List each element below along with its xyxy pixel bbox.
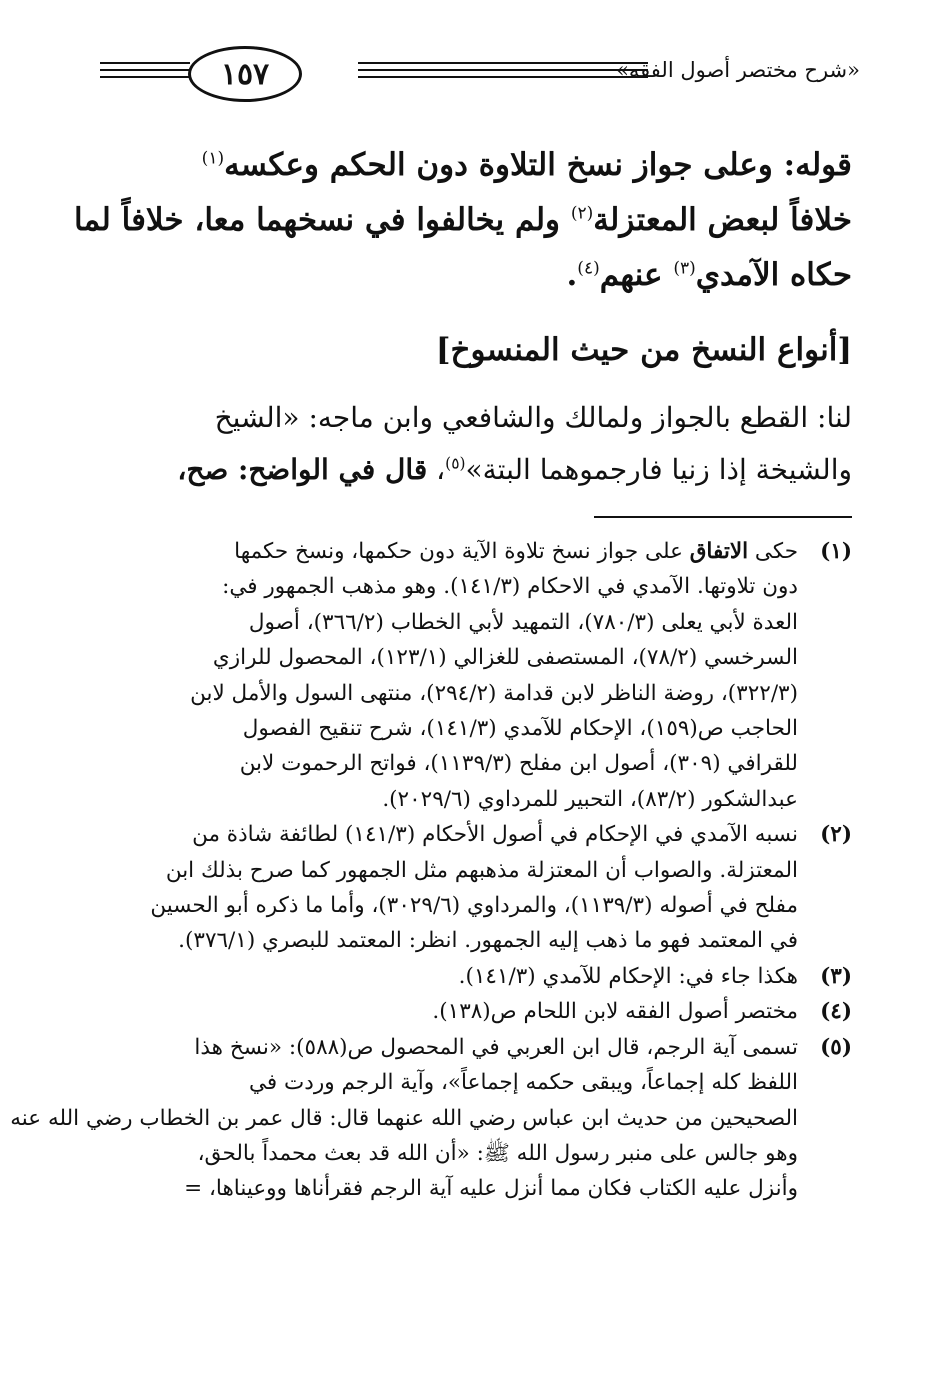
footnote-line: في المعتمد فهو ما ذهب إليه الجمهور. انظر: المعتمد للبصري (٣٧٦/١).	[178, 928, 798, 954]
page-number	[188, 46, 302, 102]
quote-block	[74, 138, 852, 303]
body-line-1: لنا: القطع بالجواز ولمالك والشافعي وابن ماجه: «الشيخ	[214, 401, 852, 434]
quote-line-1	[102, 138, 852, 193]
footnote-line: مفلح في أصوله (١١٣٩/٣)، والمرداوي (٣٠٢٩/٦)، وأما ما ذكره أبو الحسين	[150, 893, 798, 919]
footnote-line: المعتزلة. والصواب أن المعتزلة مذهبهم مثل الجمهور كما صرح بذلك ابن	[165, 857, 798, 883]
page-header	[100, 40, 860, 110]
footnote-4	[100, 994, 852, 1029]
footnote-line: دون تلاوتها. الآمدي في الاحكام (١٤١/٣). وهو مذهب الجمهور في:	[222, 574, 798, 600]
footnote-number: (٣)	[820, 963, 852, 989]
footnote-strong: الاتفاق	[689, 539, 749, 564]
section-heading: [أنواع النسخ من حيث المنسوخ]	[435, 332, 852, 368]
quote-text: حكاه الآمدي	[695, 257, 852, 293]
running-title: «شرح مختصر أصول الفقه»	[616, 58, 860, 82]
body-text-part: ،	[427, 453, 446, 486]
footnote-text: على جواز نسخ تلاوة الآية دون حكمها، ونسخ حكمها	[234, 539, 690, 564]
footnote-line: (٣٢٢/٣)، روضة الناظر لابن قدامة (٢٩٤/٢)، منتهى السول والأمل لابن	[190, 680, 798, 706]
footnote-2	[100, 817, 852, 959]
footnote-line: مختصر أصول الفقه لابن اللحام ص(١٣٨).	[432, 999, 798, 1025]
footnote-number: (٢)	[820, 822, 852, 848]
header-rule	[100, 62, 190, 64]
quote-text: عنهم	[599, 257, 674, 293]
body-strong-text: قال في الواضح: صح،	[177, 453, 428, 486]
footnote-ref: (٢)	[570, 203, 594, 224]
header-rule	[358, 76, 648, 78]
quote-text: ولم يخالفوا في نسخهما معا، خلافاً لما	[74, 202, 571, 238]
footnote-line: العدة لأبي يعلى (٧٨٠/٣)، التمهيد لأبي الخطاب (٣٦٦/٢)، أصول	[248, 609, 798, 635]
page-number-text: ١٥٧	[220, 56, 270, 92]
quote-text: خلافاً لبعض المعتزلة	[593, 202, 852, 238]
footnote-number: (١)	[820, 539, 852, 564]
footnote-line: وأنزل عليه الكتاب فكان مما أنزل عليه آية الرجم فقرأناها ووعيناها، =	[184, 1176, 798, 1202]
body-line-2	[102, 444, 852, 496]
footnote-line: السرخسي (٧٨/٢)، المستصفى للغزالي (١٢٣/١)، المحصول للرازي	[212, 645, 798, 671]
footnote-line: نسبه الآمدي في الإحكام في أصول الأحكام (١٤١/٣) لطائفة شاذة من	[192, 822, 798, 848]
footnote-ref: (١)	[201, 148, 225, 169]
quote-text: قوله: وعلى جواز نسخ التلاوة دون الحكم وعكسه	[224, 147, 852, 183]
footnote-line: الحاجب ص(١٥٩)، الإحكام للآمدي (١٤١/٣)، شرح تنقيح الفصول	[242, 716, 798, 742]
footnote-separator	[594, 516, 852, 518]
footnote-line: للقرافي (٣٠٩)، أصول ابن مفلح (١١٣٩/٣)، فواتح الرحموت لابن	[239, 751, 798, 777]
quote-line-2	[74, 193, 852, 248]
body-text	[102, 392, 852, 496]
footnotes	[10, 534, 852, 1207]
footnote-number: (٤)	[820, 999, 852, 1025]
footnote-3	[100, 959, 852, 994]
footnote-line: الصحيحين من حديث ابن عباس رضي الله عنهما قال: قال عمر بن الخطاب رضي الله عنه	[10, 1105, 798, 1131]
header-rule	[358, 69, 648, 71]
header-rule	[100, 69, 190, 71]
quote-text: .	[566, 257, 578, 293]
footnote-line: اللفظ كله إجماعاً، ويبقى حكمه إجماعاً»، وآية الرجم وردت في	[249, 1070, 798, 1096]
quote-line-3	[102, 248, 852, 303]
footnote-lead: حكى	[748, 539, 798, 564]
footnote-5	[10, 1030, 852, 1207]
footnote-line: عبدالشكور (٨٣/٢)، التحبير للمرداوي (٢٠٢٩/٦).	[382, 786, 798, 812]
body-text-part: والشيخة إذا زنيا فارجموهما البتة»	[465, 453, 852, 486]
footnote-number: (٥)	[820, 1034, 852, 1060]
footnote-line: وهو جالس على منبر رسول الله ﷺ: «أن الله قد بعث محمداً بالحق،	[197, 1140, 798, 1166]
footnote-ref: (٥)	[445, 454, 466, 473]
footnote-line: تسمى آية الرجم، قال ابن العربي في المحصول ص(٥٨٨): «نسخ هذا	[194, 1034, 798, 1060]
footnote-ref: (٣)	[673, 258, 696, 279]
footnote-1	[100, 534, 852, 817]
footnote-ref: (٤)	[577, 258, 600, 279]
footnote-line	[100, 534, 798, 569]
header-rule	[358, 62, 648, 64]
header-rule	[100, 76, 190, 78]
footnote-line: هكذا جاء في: الإحكام للآمدي (١٤١/٣).	[458, 963, 798, 989]
